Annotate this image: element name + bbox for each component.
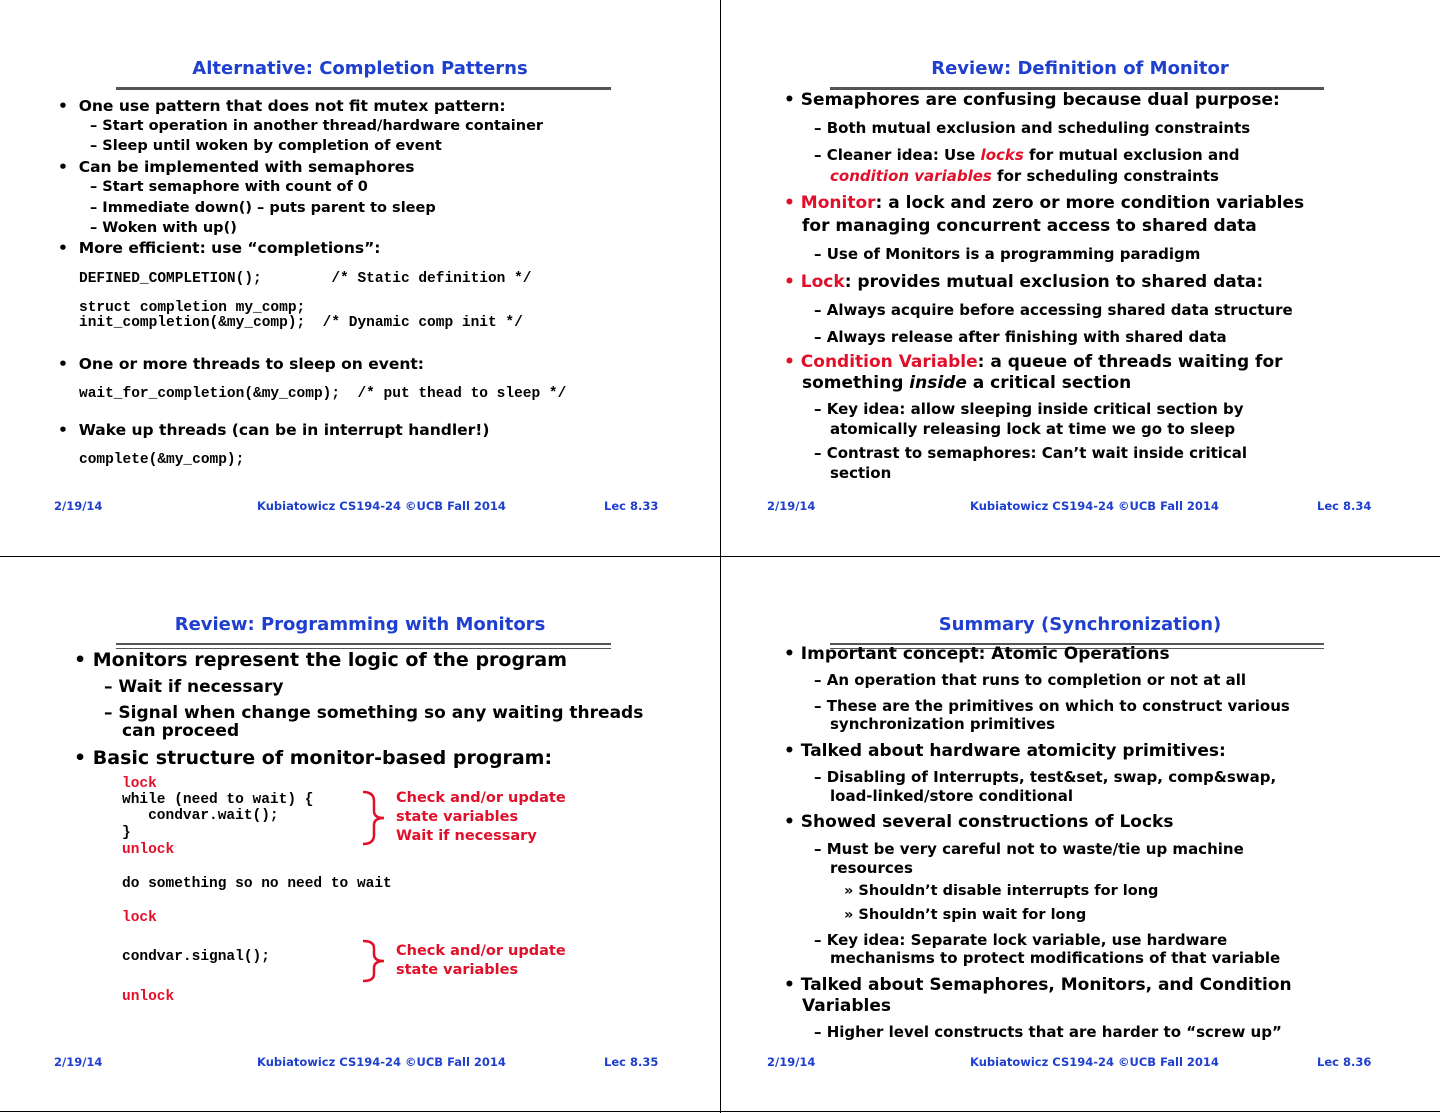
slide-8-34: [720, 0, 1440, 556]
footer-date: 2/19/14: [54, 1055, 103, 1069]
code-line: condvar.wait();: [122, 808, 279, 824]
title-rule: [116, 87, 611, 90]
sub-item-continued: atomically releasing lock at time we go to sleep: [830, 420, 1236, 438]
code-line: init_completion(&my_comp); /* Dynamic comp init */: [79, 315, 523, 331]
sub-item: – Disabling of Interrupts, test&set, swap, comp&swap,: [814, 768, 1277, 786]
bullet-item: • Basic structure of monitor-based program:: [74, 747, 553, 769]
code-line: }: [122, 825, 131, 841]
sub-item: – Always acquire before accessing shared data structure: [814, 301, 1293, 319]
bullet-continued: for managing concurrent access to shared data: [802, 216, 1257, 236]
sub-item-continued: load-linked/store conditional: [830, 787, 1073, 805]
sub-item: – Always release after finishing with shared data: [814, 328, 1227, 346]
footer-lecture: Lec 8.34: [1317, 499, 1372, 513]
code-line: wait_for_completion(&my_comp); /* put thead to sleep */: [79, 386, 567, 402]
slide-8-33: [0, 0, 720, 556]
bullet-item: • Monitors represent the logic of the program: [74, 649, 568, 671]
bullet-continued: something inside a critical section: [802, 373, 1132, 393]
sub-item: – Start operation in another thread/hardware container: [90, 118, 544, 134]
footer-course: Kubiatowicz CS194-24 ©UCB Fall 2014: [970, 499, 1219, 513]
sub-item: – Signal when change something so any waiting threads: [104, 703, 644, 723]
sub-item: – Contrast to semaphores: Can’t wait inside critical: [814, 444, 1248, 462]
sub-item: – Sleep until woken by completion of event: [90, 138, 442, 154]
sub-item: – Woken with up(): [90, 220, 237, 236]
footer-course: Kubiatowicz CS194-24 ©UCB Fall 2014: [257, 499, 506, 513]
curly-brace-icon: [360, 938, 392, 984]
sub-item-continued: mechanisms to protect modifications of that variable: [830, 949, 1281, 967]
annotation: Check and/or update: [396, 943, 566, 959]
annotation: state variables: [396, 809, 519, 825]
code-line: unlock: [122, 842, 175, 858]
sub-item-continued: resources: [830, 859, 913, 877]
bullet-item: • More efficient: use “completions”:: [58, 239, 381, 257]
bullet-item: • Condition Variable: a queue of threads waiting for: [784, 352, 1283, 372]
annotation: Check and/or update: [396, 790, 566, 806]
sub-sub-item: » Shouldn’t spin wait for long: [844, 907, 1087, 923]
footer-course: Kubiatowicz CS194-24 ©UCB Fall 2014: [970, 1055, 1219, 1069]
sub-item: – Must be very careful not to waste/tie up machine: [814, 840, 1244, 858]
slide-title: Summary (Synchronization): [938, 614, 1222, 635]
footer-date: 2/19/14: [767, 499, 816, 513]
sub-item-continued: can proceed: [122, 721, 240, 741]
bullet-item: • Semaphores are confusing because dual purpose:: [784, 90, 1280, 110]
footer-date: 2/19/14: [54, 499, 103, 513]
bullet-item: • One use pattern that does not fit mutex pattern:: [58, 97, 506, 115]
footer-lecture: Lec 8.35: [604, 1055, 659, 1069]
slide-title: Review: Definition of Monitor: [931, 58, 1229, 79]
sub-item-continued: section: [830, 464, 892, 482]
bullet-item: • Showed several constructions of Locks: [784, 812, 1174, 832]
sub-item: – Key idea: Separate lock variable, use hardware: [814, 931, 1228, 949]
sub-item: – An operation that runs to completion or not at all: [814, 671, 1247, 689]
annotation: state variables: [396, 962, 519, 978]
code-line: DEFINED_COMPLETION(); /* Static definition */: [79, 271, 532, 287]
footer-course: Kubiatowicz CS194-24 ©UCB Fall 2014: [257, 1055, 506, 1069]
bullet-item: • Talked about hardware atomicity primitives:: [784, 741, 1226, 761]
bullet-item: • Wake up threads (can be in interrupt handler!): [58, 421, 490, 439]
sub-item: – These are the primitives on which to construct various: [814, 697, 1290, 715]
bullet-item: • Monitor: a lock and zero or more condition variables: [784, 193, 1305, 213]
code-line: lock: [122, 776, 157, 792]
sub-sub-item: » Shouldn’t disable interrupts for long: [844, 883, 1159, 899]
code-line: condvar.signal();: [122, 949, 270, 965]
footer-lecture: Lec 8.33: [604, 499, 659, 513]
sub-item: – Use of Monitors is a programming paradigm: [814, 245, 1201, 263]
sub-item: – Higher level constructs that are harder to “screw up”: [814, 1023, 1282, 1041]
bullet-item: • Can be implemented with semaphores: [58, 158, 415, 176]
bullet-item: • One or more threads to sleep on event:: [58, 355, 425, 373]
sub-item: – Key idea: allow sleeping inside critical section by: [814, 400, 1244, 418]
slide-8-36: [720, 556, 1440, 1112]
bullet-item: • Talked about Semaphores, Monitors, and Condition: [784, 975, 1292, 995]
code-line: do something so no need to wait: [122, 876, 392, 892]
slide-title: Review: Programming with Monitors: [174, 614, 546, 635]
sub-item: – Immediate down() – puts parent to sleep: [90, 200, 436, 216]
code-line: unlock: [122, 989, 175, 1005]
title-rule: [116, 643, 611, 645]
code-line: struct completion my_comp;: [79, 300, 306, 316]
bullet-item: • Lock: provides mutual exclusion to shared data:: [784, 272, 1264, 292]
footer-lecture: Lec 8.36: [1317, 1055, 1372, 1069]
sub-item-continued: condition variables for scheduling constraints: [830, 167, 1219, 185]
sub-item: – Both mutual exclusion and scheduling constraints: [814, 119, 1251, 137]
code-line: lock: [122, 910, 157, 926]
code-line: complete(&my_comp);: [79, 452, 245, 468]
bullet-continued: Variables: [802, 996, 892, 1016]
sub-item: – Start semaphore with count of 0: [90, 179, 368, 195]
sub-item: – Cleaner idea: Use locks for mutual exclusion and: [814, 146, 1240, 164]
bullet-item: • Important concept: Atomic Operations: [784, 644, 1170, 664]
sub-item-continued: synchronization primitives: [830, 715, 1056, 733]
curly-brace-icon: [360, 789, 392, 847]
footer-date: 2/19/14: [767, 1055, 816, 1069]
annotation: Wait if necessary: [396, 828, 537, 844]
sub-item: – Wait if necessary: [104, 677, 284, 697]
slide-title: Alternative: Completion Patterns: [192, 58, 528, 79]
code-line: while (need to wait) {: [122, 792, 314, 808]
slide-8-35: [0, 556, 720, 1112]
